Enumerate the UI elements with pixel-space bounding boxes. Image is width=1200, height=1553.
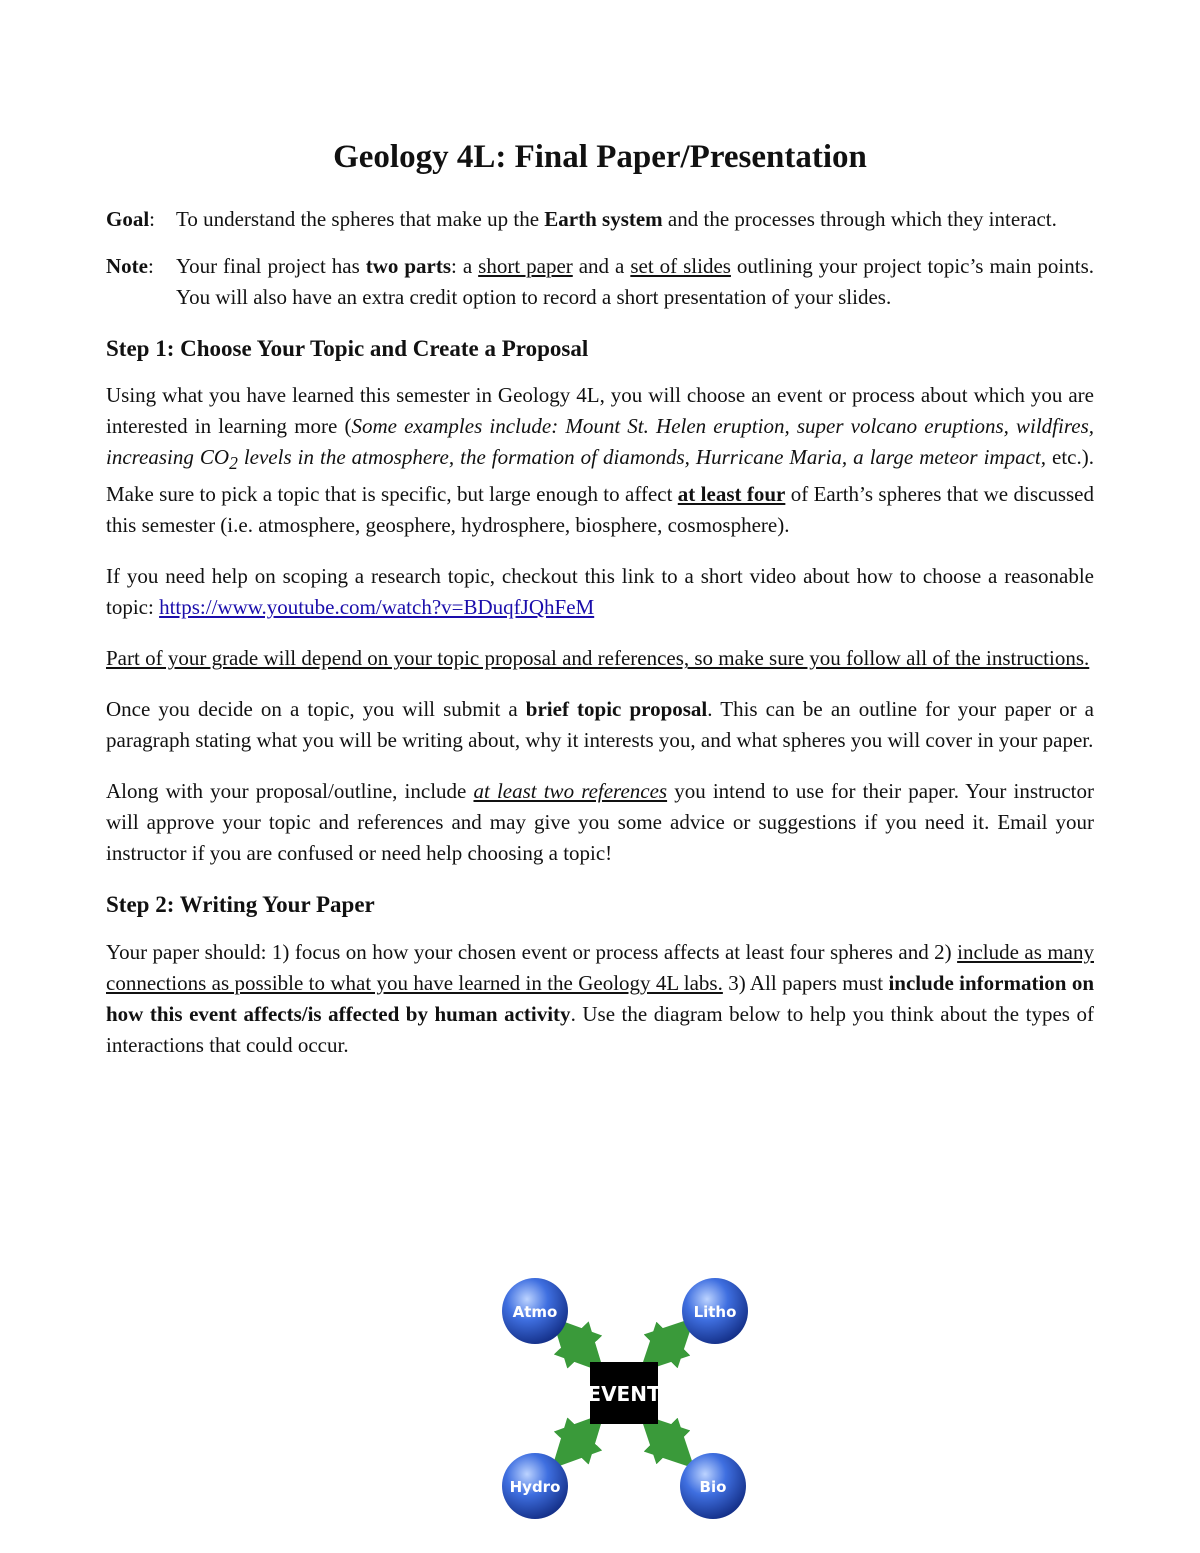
step2-paragraph: Your paper should: 1) focus on how your chosen event or process affects at least four spheres and 2) include as many connections as possible to what you have learned in the Geology 4L labs. 3) All papers must include information on how this event affects/is affected by human activity. Use the diagram below to help you think about the types of interactions that could occur. — [106, 939, 1095, 1057]
step1-paragraph-proposal: Once you decide on a topic, you will submit a brief topic proposal. This can be an outline for your paper or a paragraph stating what you will be writing about, why it interests you, and what spheres you will cover in your paper. — [106, 697, 1094, 753]
step1-heading: Step 1: Choose Your Topic and Create a Proposal — [106, 335, 589, 361]
bio-label: Bio — [699, 1478, 727, 1496]
note-label: Note: — [106, 253, 154, 278]
arrow-atmo — [560, 1326, 596, 1364]
goal-text: To understand the spheres that make up the Earth system and the processes through which they interact. — [176, 206, 1057, 231]
arrow-hydro — [560, 1422, 596, 1460]
step1-paragraph-references: Along with your proposal/outline, include at least two references you intend to use for their paper. Your instructor will approve your topic and references and may give you some advice or suggestions if you need it. Email your instructor if you are confused or need help choosing a topic! — [106, 779, 1094, 866]
hydro-label: Hydro — [509, 1478, 561, 1496]
step1-paragraph-grade: Part of your grade will depend on your topic proposal and references, so make sure you follow all of the instructions. — [106, 646, 1090, 671]
note-row — [106, 251, 1094, 313]
event-label: EVENT — [587, 1382, 661, 1406]
step1-paragraph-topic: Using what you have learned this semester in Geology 4L, you will choose an event or process about which you are interested in learning more (Some examples include: Mount St. Helen eruption, super volcano eruptions, wildfires, increasing $CO_2$ levels in the atmosphere, the formation of diamonds, Hurricane Maria, a large meteor impact, etc.). Make sure to pick a topic that is specific, but large enough to affect at least four of Earth’s spheres that we discussed this semester (i.e. atmosphere, geosphere, hydrosphere, biosphere, cosmosphere). — [106, 383, 1094, 538]
page-title: Geology 4L: Final Paper/Presentation — [333, 139, 867, 175]
document-page — [106, 138, 1094, 1081]
goal-row — [106, 204, 1094, 235]
litho-label: Litho — [693, 1303, 737, 1321]
youtube-link[interactable]: https://www.youtube.com/watch?v=BDuqfJQhFeM — [159, 595, 595, 620]
atmo-label: Atmo — [512, 1303, 558, 1321]
arrow-litho — [648, 1326, 686, 1364]
step2-heading: Step 2: Writing Your Paper — [106, 892, 375, 918]
arrow-bio — [648, 1422, 686, 1460]
earth-system-diagram — [498, 1270, 753, 1520]
goal-label: Goal: — [106, 206, 156, 231]
note-text: Your final project has two parts: a short paper and a set of slides outlining your project topic’s main points. You will also have an extra credit option to record a short presentation of your slides. — [176, 253, 1095, 309]
step1-paragraph-help: If you need help on scoping a research topic, checkout this link to a short video about how to choose a reasonable topic: https://www.youtube.com/watch?v=BDuqfJQhFeM — [106, 564, 1094, 620]
